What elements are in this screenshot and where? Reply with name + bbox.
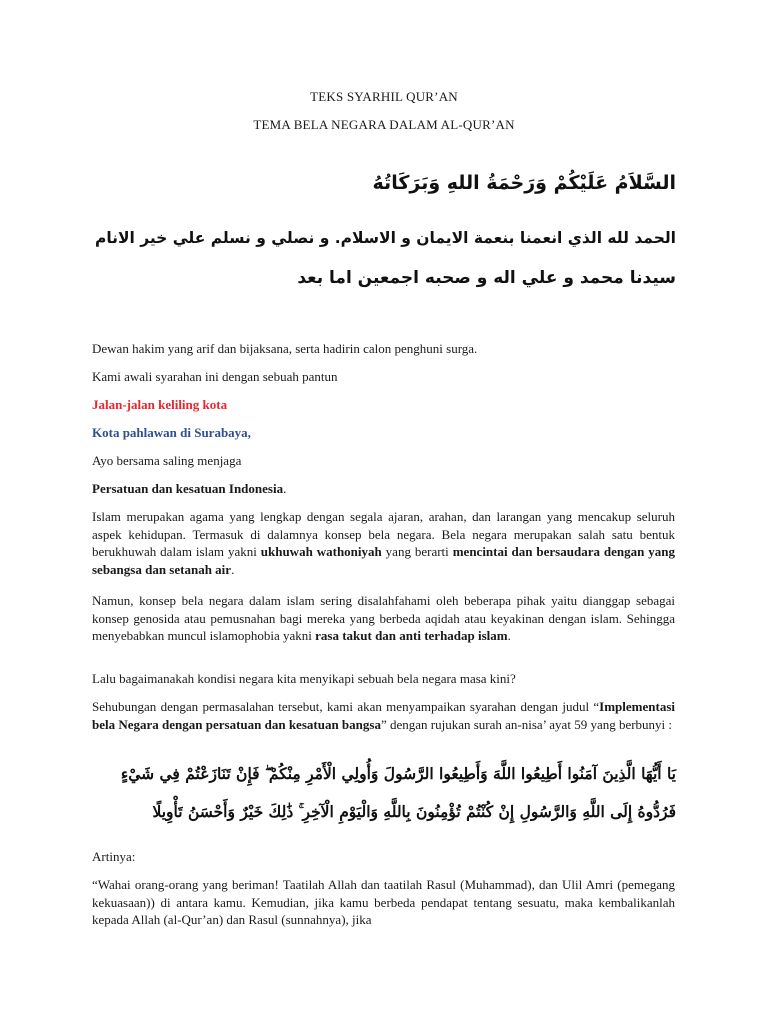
greeting-text: Dewan hakim yang arif dan bijaksana, serta hadirin calon penghuni surga. bbox=[92, 341, 478, 356]
arabic-hamdalah-line1: الحمد لله الذي انعمنا بنعمة الايمان و الاسلام. و نصلي و نسلم علي خير الانام bbox=[94, 229, 676, 247]
p1-bold-ukhuwah: ukhuwah wathoniyah bbox=[260, 544, 382, 559]
pantun-line-4 bbox=[92, 480, 675, 498]
paragraph-islam-bela-negara bbox=[92, 508, 675, 578]
p4-text-b: ” dengan rujukan surah an-nisa’ ayat 59 yang berbunyi : bbox=[380, 716, 673, 732]
paragraph-misunderstanding bbox=[92, 592, 675, 645]
document-theme: TEMA BELA NEGARA DALAM AL-QUR’AN bbox=[253, 117, 515, 132]
p2-bold-islamophobia: rasa takut dan anti terhadap islam bbox=[315, 628, 508, 643]
p2-text-a: Namun, konsep bela negara dalam islam sering disalahfahami oleh beberapa pihak yaitu dianggap sebagai konsep genosida atau pemusnahan bagi mereka yang berbeda aqidah atau keyakinan dengan islam. Sehingga menyebabkan muncul islamophobia yakni bbox=[92, 593, 675, 643]
paragraph-question: Lalu bagaimanakah kondisi negara kita menyikapi sebuah bela negara masa kini? bbox=[92, 671, 516, 686]
pantun-line-1: Jalan-jalan keliling kota bbox=[92, 397, 228, 412]
p1-text-b: yang berarti bbox=[381, 544, 453, 559]
artinya-label: Artinya: bbox=[92, 849, 136, 864]
pantun-line-4-end: . bbox=[283, 481, 287, 496]
verse-an-nisa-59-line1: يَا أَيُّهَا الَّذِينَ آمَنُوا أَطِيعُوا اللَّهَ وَأَطِيعُوا الرَّسُولَ وَأُولِي الْأَمْرِ مِنْكُمْ ۖ فَإِنْ تَنَازَعْتُمْ فِي شَيْءٍ bbox=[120, 764, 676, 783]
pantun-line-3: Ayo bersama saling menjaga bbox=[92, 453, 242, 468]
pantun-line-2: Kota pahlawan di Surabaya, bbox=[92, 425, 251, 440]
pantun-intro: Kami awali syarahan ini dengan sebuah pantun bbox=[92, 369, 338, 384]
p1-bold-meaning: mencintai dan bersaudara dengan yang sebangsa dan setanah air bbox=[92, 544, 675, 577]
paragraph-judul bbox=[92, 698, 675, 733]
p1-text-c: . bbox=[231, 561, 235, 577]
verse-an-nisa-59-line2: فَرُدُّوهُ إِلَى اللَّهِ وَالرَّسُولِ إِنْ كُنْتُمْ تُؤْمِنُونَ بِاللَّهِ وَالْيَوْمِ الْآخِرِ ۚ ذَٰلِكَ خَيْرٌ وَأَحْسَنُ تَأْوِيلًا bbox=[152, 802, 676, 821]
verse-translation: “Wahai orang-orang yang beriman! Taatilah Allah dan taatilah Rasul (Muhammad), dan Ulil Amri (pemegang kekuasaan)) di antara kamu. Kemudian, jika kamu berbeda pendapat tentang sesuatu, maka kembalikanlah kepada Allah (al-Qur’an) dan Rasul (sunnahnya), jika bbox=[92, 877, 675, 927]
arabic-hamdalah-line2: سيدنا محمد و علي اله و صحبه اجمعين اما بعد bbox=[297, 268, 676, 288]
p1-text-a: Islam merupakan agama yang lengkap dengan segala ajaran, arahan, dan larangan yang mencakup seluruh aspek kehidupan. Termasuk di dalamnya konsep bela negara. Bela negara merupakan salah satu bentuk berukhuwah dalam islam yakni bbox=[92, 509, 675, 559]
p2-text-b: . bbox=[507, 628, 511, 643]
p4-bold-judul: Implementasi bela Negara dengan persatuan dan kesatuan bangsa bbox=[92, 699, 675, 732]
arabic-salam: السَّلاَمُ عَلَيْكُمْ وَرَحْمَةُ اللهِ وَبَرَكَاتُهُ bbox=[372, 172, 676, 194]
document-title: TEKS SYARHIL QUR’AN bbox=[310, 89, 458, 104]
p4-text-a: Sehubungan dengan permasalahan tersebut, kami akan menyampaikan syarahan dengan judul “ bbox=[92, 699, 600, 714]
pantun-line-4-bold: Persatuan dan kesatuan Indonesia bbox=[92, 481, 284, 496]
